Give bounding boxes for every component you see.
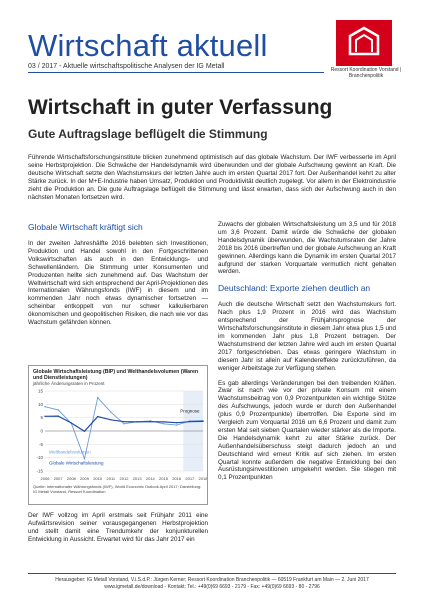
y-tick-label: 5 — [40, 415, 43, 421]
data-point — [84, 431, 85, 432]
logo-caption: Ressort Koordination Vorstand | Branchenpolitik — [330, 67, 402, 79]
series-label: Globale Wirtschaftsleistung — [49, 460, 104, 466]
article-subheadline: Gute Auftragslage beflügelt die Stimmung — [28, 127, 268, 141]
data-point — [71, 422, 72, 423]
chart-title: Globale Wirtschaftsleistung (BIP) und Welthandelsvolumen (Waren und Dienstleistungen) — [33, 369, 199, 381]
data-point — [44, 416, 45, 417]
line-chart — [31, 387, 207, 483]
article-lead: Führende Wirtschaftsforschungsinstitute blicken zunehmend optimistisch auf das globale Wachstum. Der IWF verbesserte im April seine Herbstprojektion. Die Schwäche der Handelsdynamik wird überwunden und der globale Aufschwung gewinnt an Kraft. Die deutsche Wirtschaft setzte den Wachstumskurs der letzten Jahre auch im ersten Quartal 2017 fort. Der Außenhandel kehrt zu alter Stärke zurück. In der M+E-Industrie haben Umsatz, Produktion und Produktivität deutlich zugelegt. Vor allem in der Elektroindustrie zieht die Produktion an. Die gute Auftragslage beflügelt die Stimmung und lässt erwarten, dass sich der Aufschwung auch in den nächsten Monaten fortsetzen wird. — [28, 154, 396, 201]
masthead-title: Wirtschaft aktuell — [28, 28, 268, 63]
x-tick-label: 2016 — [172, 476, 182, 481]
data-point — [44, 406, 45, 407]
section-heading-germany: Deutschland: Exporte ziehen deutlich an — [218, 283, 371, 294]
y-tick-label: -5 — [38, 441, 43, 447]
x-tick-label: 2011 — [106, 476, 116, 481]
article-headline: Wirtschaft in guter Verfassung — [28, 96, 333, 119]
y-tick-label: 10 — [37, 401, 43, 407]
footer-line-1: Herausgeber: IG Metall Vorstand, V.i.S.d.P.: Jürgen Kerner; Ressort Koordination Branchenpolitik — 60519 Frankfurt am Main — 2. Juni 2017 — [55, 577, 369, 583]
data-point — [84, 458, 85, 459]
data-point — [163, 421, 164, 422]
x-tick-label: 2018 — [198, 476, 207, 481]
forecast-label: Prognose — [180, 408, 200, 414]
data-point — [57, 415, 58, 416]
data-point — [110, 419, 111, 420]
data-point — [189, 421, 190, 422]
ig-metall-logo — [336, 20, 392, 66]
x-tick-label: 2014 — [145, 476, 155, 481]
chart-box — [28, 365, 208, 505]
data-point — [202, 421, 203, 422]
right-intro-text: Zuwachs der globalen Wirtschaftsleistung um 3,5 und für 2018 um 3,6 Prozent. Damit würde die Schwäche der globalen Handelsdynamik überwunden, die Wachstumsraten der Jahre 2018 bis 2016 übertreffen und der globale Aufschwung an Kraft gewinnen. Allerdings kann die Dynamik im ersten Quartal 2017 aufgrund der starken Vorquartale vermutlich nicht gehalten werden. — [218, 221, 396, 276]
data-point — [163, 423, 164, 424]
x-tick-label: 2013 — [132, 476, 142, 481]
data-point — [176, 424, 177, 425]
data-point — [97, 397, 98, 398]
section-text-germany-1: Auch die deutsche Wirtschaft setzt den Wachstumskurs fort. Nach plus 1,9 Prozent in 2016 wird das Wachstum entsprechend der Frühjahrsprognose der Wirtschaftsforschungsinstitute in diesem Jahr etwa plus 1,5 und im kommenden Jahr plus 1,8 Prozent betragen. Der Wachstumstrend der letzten Jahre wird auch im ersten Quartal 2017 fortgeschrieben. Das etwas geringere Wachstum in diesem Jahr ist allein auf Kalendereffekte zurückzuführen, da weniger Arbeitstage zur Verfügung stehen. — [218, 301, 396, 372]
section-heading-global: Globale Wirtschaft kräftigt sich — [28, 222, 143, 232]
chart-unit: jährliche Änderungsraten in Prozent — [33, 381, 105, 386]
footer-rule — [28, 573, 396, 574]
data-point — [123, 423, 124, 424]
x-tick-label: 2012 — [119, 476, 129, 481]
y-tick-label: 0 — [40, 428, 43, 434]
left-column — [28, 222, 208, 334]
section-text-germany-2: Es gab allerdings Veränderungen bei den treibenden Kräften. Zwar ist nach wie vor der private Konsum mit einem Wachstumsbeitrag von 0,9 Prozentpunkten ein wichtige Stütze des Aufschwungs, jedoch wurde er durch den Außenhandel (plus 0,9 Prozentpunkte) übertroffen. Die Exporte sind im Vergleich zum Vorquartal 2016 um 6,6 Prozent und damit zum ersten Mal seit sieben Quartalen wieder stärker als die Importe. Die Handelsdynamik kehrt zu alter Stärke zurück. Der Außenhandelsüberschuss steigt dadurch jedoch an und Deutschland wird erneut Kritik auf sich ziehen. Im ersten Quartal konnte außerdem die negative Entwicklung bei den Ausrüstungsinvestitionen umgekehrt werden. Sie stiegen mit 0,1 Prozentpunkten — [218, 379, 396, 482]
x-tick-label: 2009 — [80, 476, 89, 481]
footer — [28, 577, 396, 591]
y-tick-label: -15 — [36, 468, 43, 474]
data-point — [136, 421, 137, 422]
section-text-global: In der zweiten Jahreshälfte 2016 belebten sich Investitionen, Produktion und Handel sowohl in den Fortgeschrittenen Volkswirtschaften als auch in den Entwicklungs- und Schwellenländern. Die Stimmung unter Konsumenten und Produzenten hellte sich zunehmend auf. Das Wachstum der Weltwirtschaft wird sich entsprechend der April-Projektionen des Internationalen Währungsfonds (IWF) in diesem und im kommenden Jahr noch etwas dynamischer fortsetzen — scheinbar entkoppelt von nur schwer kalkulierbaren ökonomischen und geopolitischen Risiken, die nach wie vor das Wachstum gefährden können. — [28, 240, 208, 327]
x-tick-label: 2010 — [93, 476, 103, 481]
masthead-subtitle: 03 / 2017 - Aktuelle wirtschaftspolitische Analysen der IG Metall — [28, 63, 225, 70]
data-point — [176, 422, 177, 423]
x-tick-label: 2006 — [40, 476, 50, 481]
data-point — [123, 421, 124, 422]
data-point — [57, 409, 58, 410]
data-point — [150, 421, 151, 422]
right-column — [218, 221, 396, 489]
chart-source: Quelle: Internationaler Währungsfonds (IWF), World Economic Outlook April 2017; Darstellung: IG Metall Vorstand, Ressort Koordination — [33, 484, 202, 494]
x-tick-label: 2015 — [159, 476, 168, 481]
footer-line-2: www.igmetall.de/download - Kontakt: Tel.: +49(0)69 6693 - 2179 - Fax: +49(0)69 6693 - 80 - 2796 — [104, 584, 320, 590]
x-tick-label: 2017 — [185, 476, 195, 481]
x-tick-label: 2008 — [66, 476, 76, 481]
masthead-rule — [28, 72, 324, 73]
data-point — [97, 416, 98, 417]
y-tick-label: 15 — [37, 388, 43, 394]
y-tick-label: -10 — [36, 455, 43, 461]
x-tick-label: 2007 — [53, 476, 63, 481]
section-text-global-continued: Der IWF vollzog im April erstmals seit Frühjahr 2011 eine Aufwärtsrevision seiner vorausgegangenen Herbstprojektion und stellt damit eine Trendumkehr der konjunkturellen Entwicklung in Aussicht. Erwartet wird für das Jahr 2017 ein — [28, 512, 208, 543]
series-label: Welthandelsvolumen — [49, 449, 91, 455]
data-point — [110, 411, 111, 412]
